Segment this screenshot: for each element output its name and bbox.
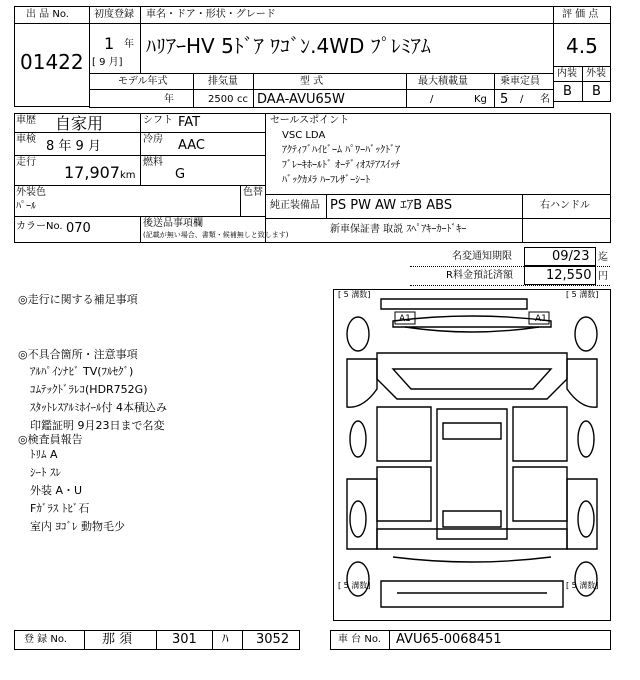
fuel-label: 燃料 xyxy=(143,157,163,168)
first-reg-month: [ 9 月] xyxy=(92,57,123,68)
capacity-unit: 名 xyxy=(540,94,550,105)
max-load-slash: / xyxy=(430,94,434,105)
tread-tag-rear-right: [ 5 溝数] xyxy=(566,581,599,590)
score-label: 評 価 点 xyxy=(562,9,599,20)
inspection-value: 8 年 9 月 xyxy=(46,139,101,154)
mileage-unit: km xyxy=(120,170,136,181)
inspector-line: Fｶﾞﾗｽ ﾄﾋﾞ石 xyxy=(30,502,90,515)
name-change-value: 09/23 xyxy=(552,249,590,264)
sales-line: ﾌﾞﾚｰｷﾎｰﾙﾄﾞ ｵｰﾃﾞｨｵｽﾃｱｽｲｯﾁ xyxy=(282,160,401,171)
equip-value: PS PW AW ｴｱB ABS xyxy=(330,198,453,213)
registration-number: 3052 xyxy=(256,632,290,647)
defect-line: ｱﾙﾊﾟｲﾝﾅﾋﾞ TV(ﾌﾙｾｸﾞ) xyxy=(30,365,134,378)
aftermarket-label: 後送品事項欄 xyxy=(143,218,203,229)
equip-label: 純正装備品 xyxy=(270,200,320,211)
max-load-unit: Kg xyxy=(474,94,487,105)
recycle-unit: 円 xyxy=(598,271,608,282)
exterior-label: 外装 xyxy=(586,68,606,79)
ext-color-label: 外装色 xyxy=(16,187,46,198)
color-no-label: カラーNo. xyxy=(16,221,63,232)
tread-tag-front-left: [ 5 溝数] xyxy=(338,290,371,299)
handle-value: 右ハンドル xyxy=(540,200,590,211)
defect-line: ｽﾀｯﾄﾚｽｱﾙﾐﾎｲｰﾙ付 4本積込み xyxy=(30,401,167,414)
first-reg-label: 初度登録 xyxy=(94,9,134,20)
damage-mark-right: A1 xyxy=(535,314,547,324)
tread-tag-rear-left: [ 5 溝数] xyxy=(338,581,371,590)
defects-label: ◎不具合箇所・注意事項 xyxy=(18,348,138,361)
car-desc-label: 車名・ドア・形状・グレード xyxy=(146,9,276,20)
registration-label: 登 録 No. xyxy=(24,634,67,645)
history-label: 車歴 xyxy=(16,115,36,126)
vehicle-condition-diagram xyxy=(333,289,611,621)
capacity-label: 乗車定員 xyxy=(500,76,540,87)
color-no-value: 070 xyxy=(66,221,91,236)
shift-label: シフト xyxy=(143,115,173,126)
inspector-line: ﾄﾘﾑ A xyxy=(30,448,58,461)
shift-value: FAT xyxy=(178,115,201,130)
recycle-value: 12,550 xyxy=(546,268,592,283)
sales-line: VSC LDA xyxy=(282,130,326,141)
lot-label: 出 品 No. xyxy=(26,9,69,20)
ac-label: 冷房 xyxy=(143,134,163,145)
registration-area: 那 須 xyxy=(102,632,133,647)
exterior-grade: B xyxy=(592,84,601,99)
damage-mark-left: A1 xyxy=(399,314,411,324)
displacement-unit: cc xyxy=(237,94,248,105)
inspector-line: 外装 A・U xyxy=(30,484,83,497)
score-value: 4.5 xyxy=(566,34,598,58)
inspector-line: 室内 ﾖｺﾞﾚ 動物毛少 xyxy=(30,520,125,533)
sales-line: ﾊﾞｯｸｶﾒﾗ ﾊｰﾌﾚｻﾞｰｼｰﾄ xyxy=(282,175,371,186)
inspection-label: 車検 xyxy=(16,134,36,145)
color-change-label: 色替 xyxy=(243,187,263,198)
model-year-label: モデル年式 xyxy=(118,76,168,87)
max-load-label: 最大積載量 xyxy=(418,76,468,87)
history-value: 自家用 xyxy=(55,114,104,133)
ac-value: AAC xyxy=(178,138,205,153)
chassis-number: AVU65-0068451 xyxy=(396,632,502,647)
registration-kana: ﾊ xyxy=(222,632,229,647)
fuel-value: G xyxy=(175,167,186,182)
sales-line: ｱｸﾃｨﾌﾞﾊｲﾋﾞｰﾑ ﾊﾟﾜｰﾊﾞｯｸﾄﾞｱ xyxy=(282,145,401,156)
capacity-value: 5 xyxy=(500,92,509,107)
sales-points-label: セールスポイント xyxy=(270,115,350,126)
tread-tag-front-right: [ 5 溝数] xyxy=(566,290,599,299)
ext-color-value: ﾊﾟｰﾙ xyxy=(16,201,36,212)
name-change-label: 名変通知期限 xyxy=(452,251,512,262)
mileage-label: 走行 xyxy=(16,157,36,168)
car-description: ﾊﾘｱｰHV 5ﾄﾞｱ ﾜｺﾞﾝ.4WD ﾌﾟﾚﾐｱﾑ xyxy=(146,34,431,58)
type-label: 型 式 xyxy=(300,76,324,87)
displacement-label: 排気量 xyxy=(208,76,238,87)
interior-grade: B xyxy=(563,84,572,99)
type-value: DAA-AVU65W xyxy=(257,92,345,107)
defect-line: 印鑑証明 9月23日まで名変 xyxy=(30,419,165,432)
inspector-line: ｼｰﾄ ｽﾚ xyxy=(30,466,61,479)
defect-line: ｺﾑﾃｯｸﾄﾞﾗﾚｺ(HDR752G) xyxy=(30,383,148,396)
name-change-unit: 迄 xyxy=(598,252,608,263)
mileage-value: 17,907 xyxy=(64,163,120,182)
warranty-value: 新車保証書 取説 ｽﾍﾟｱｷｰｶｰﾄﾞｷｰ xyxy=(330,224,467,235)
supplement-label: ◎走行に関する補足事項 xyxy=(18,293,138,306)
aftermarket-note: (記載が無い場合、書類・候補無しと致します) xyxy=(143,231,289,239)
displacement-value: 2500 xyxy=(208,94,234,105)
inspector-label: ◎検査員報告 xyxy=(18,433,83,446)
model-year-unit: 年 xyxy=(164,94,174,105)
interior-label: 内装 xyxy=(557,68,577,79)
recycle-label: R料金預託済額 xyxy=(446,270,513,281)
chassis-label: 車 台 No. xyxy=(338,634,381,645)
lot-number: 01422 xyxy=(20,50,84,74)
year-unit: 年 xyxy=(124,39,134,50)
registration-class: 301 xyxy=(172,632,197,647)
first-reg-year: 1 xyxy=(104,34,115,53)
capacity-sep: / xyxy=(520,94,524,105)
